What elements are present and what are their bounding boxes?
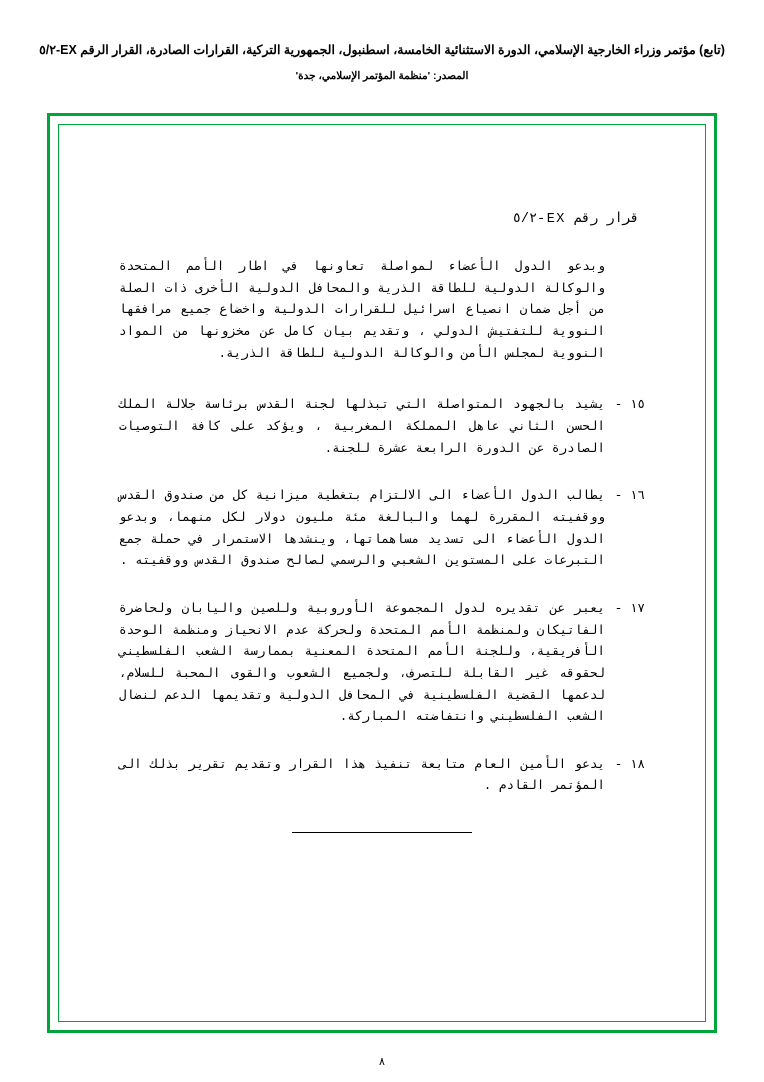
paragraph-text: يشيد بالجهود المتواصلة التي تبذلها لجنة القدس برئاسة جلالة الملك الحسن الثاني عاهل المملكة المغربية ، ويؤكد على كافة التوصيات الصادرة عن الدورة الرابعة عشرة للجنة. bbox=[119, 398, 605, 456]
header-title-line: (تابع) مؤتمر وزراء الخارجية الإسلامي، الدورة الاستثنائية الخامسة، اسطنبول، الجمهورية التركية، القرارات الصادرة، القرار الرقم EX-٥/٢ bbox=[39, 43, 725, 57]
paragraph-continuation bbox=[119, 257, 645, 365]
page-number: ٨ bbox=[379, 1056, 385, 1068]
paragraph-text: يدعو الأمين العام متابعة تنفيذ هذا القرار وتقديم تقرير بذلك الى المؤتمر القادم . bbox=[119, 757, 605, 794]
paragraph-17 bbox=[119, 599, 645, 729]
paragraph-text: وبدعو الدول الأعضاء لمواصلة تعاونها في اطار الأمم المتحدة والوكالة الدولية للطاقة الذرية والمحافل الدولية الأخرى ذات الصلة من أجل ضمان انصياع اسرائيل للقرارات الدولية واخضاع جميع مرافقها النووية للتفتيش الدولي ، وتقديم بيان كامل عن مخزونها من المواد النووية لمجلس الأمن والوكالة الدولية للطاقة الذرية. bbox=[119, 260, 605, 361]
paragraph-18 bbox=[119, 755, 645, 798]
paragraph-number bbox=[611, 257, 645, 365]
end-of-text-rule bbox=[292, 832, 472, 833]
document-body bbox=[119, 210, 645, 833]
paragraph-number: ١٧ - bbox=[614, 601, 645, 616]
paragraph-number: ١٥ - bbox=[614, 398, 645, 413]
paragraph-number: ١٦ - bbox=[614, 489, 645, 504]
header-source-line: المصدر: 'منظمة المؤتمر الإسلامي، جدة' bbox=[295, 69, 469, 82]
page-border-inner bbox=[58, 124, 706, 1022]
paragraph-text: يطالب الدول الأعضاء الى الالتزام بتغطية ميزانية كل من صندوق القدس ووقفيته المقررة لهما والبالغة مئة مليون دولار لكل منهما، وبدعو الدول الأعضاء الى تسديد مساهماتها، وينشدها الاستمرار في حملة جمع التبرعات على المستوين الشعبي والرسمي لصالح صندوق القدس ووقفيته . bbox=[119, 489, 605, 569]
resolution-title: قرار رقم EX-٥/٢ bbox=[512, 212, 639, 227]
page-border-frame bbox=[47, 113, 717, 1033]
document-header bbox=[0, 42, 764, 83]
paragraph-16 bbox=[119, 486, 645, 573]
paragraph-15 bbox=[119, 395, 645, 460]
paragraph-number: ١٨ - bbox=[614, 757, 645, 772]
paragraph-text: يعبر عن تقديره لدول المجموعة الأوروبية وللصين واليابان ولحاضرة الفاتيكان ولمنظمة الأمم المتحدة ولحركة عدم الانحياز ومنظمة الوحدة الأفريقية، وللجنة الأمم المتحدة المعنية بممارسة الشعب الفلسطيني لحقوقه غير القابلة للتصرف، ولجميع الشعوب والقوى المحبة للسلام، لدعمها القضية الفلسطينية في المحافل الدولية وتقديمها الدعم لنضال الشعب الفلسطيني وانتفاضته المباركة. bbox=[119, 601, 605, 725]
